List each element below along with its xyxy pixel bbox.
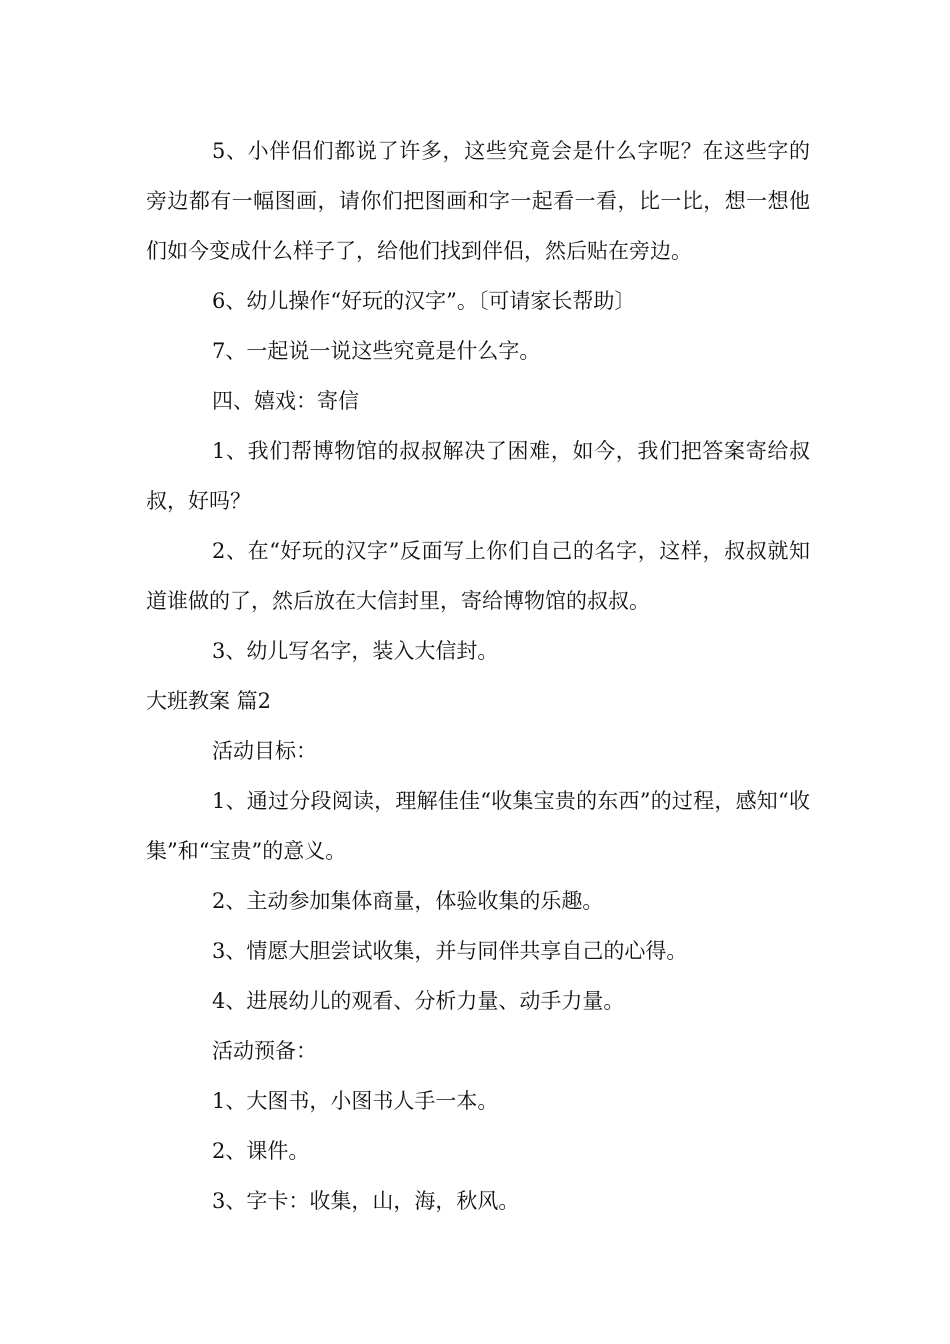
prep-item-3: 3、字卡：收集，山，海，秋风。 xyxy=(212,1189,520,1213)
section-heading-game: 四、嬉戏：寄信 xyxy=(212,389,359,413)
goal-item-3: 3、情愿大胆尝试收集，并与同伴共享自己的心得。 xyxy=(212,939,688,963)
paragraph-game-step-2: 2、在“好玩的汉字”反面写上你们自己的名字，这样，叔叔就知道谁做的了，然后放在大信封里，寄给博物馆的叔叔。 xyxy=(146,539,810,613)
paragraph-game-step-3: 3、幼儿写名字，装入大信封。 xyxy=(212,639,499,663)
goal-item-1: 1、通过分段阅读，理解佳佳“收集宝贵的东西”的过程，感知“收集”和“宝贵”的意义。 xyxy=(146,789,810,863)
prep-item-1: 1、大图书，小图书人手一本。 xyxy=(212,1089,499,1113)
paragraph-game-step-1: 1、我们帮博物馆的叔叔解决了困难，如今，我们把答案寄给叔叔，好吗？ xyxy=(146,439,810,513)
subheading-goals: 活动目标： xyxy=(212,739,317,763)
paragraph-step-6: 6、幼儿操作“好玩的汉字”。〔可请家长帮助〕 xyxy=(212,289,636,313)
goal-item-2: 2、主动参加集体商量，体验收集的乐趣。 xyxy=(212,889,604,913)
document-body xyxy=(146,126,810,1226)
subheading-preparation: 活动预备： xyxy=(212,1039,317,1063)
paragraph-step-5: 5、小伴侣们都说了许多，这些究竟会是什么字呢？在这些字的旁边都有一幅图画，请你们把图画和字一起看一看，比一比，想一想他们如今变成什么样子了，给他们找到伴侣，然后贴在旁边。 xyxy=(146,139,810,263)
prep-item-2: 2、课件。 xyxy=(212,1139,310,1163)
lesson-title: 大班教案 篇2 xyxy=(146,689,272,713)
goal-item-4: 4、进展幼儿的观看、分析力量、动手力量。 xyxy=(212,989,625,1013)
paragraph-step-7: 7、一起说一说这些究竟是什么字。 xyxy=(212,339,541,363)
